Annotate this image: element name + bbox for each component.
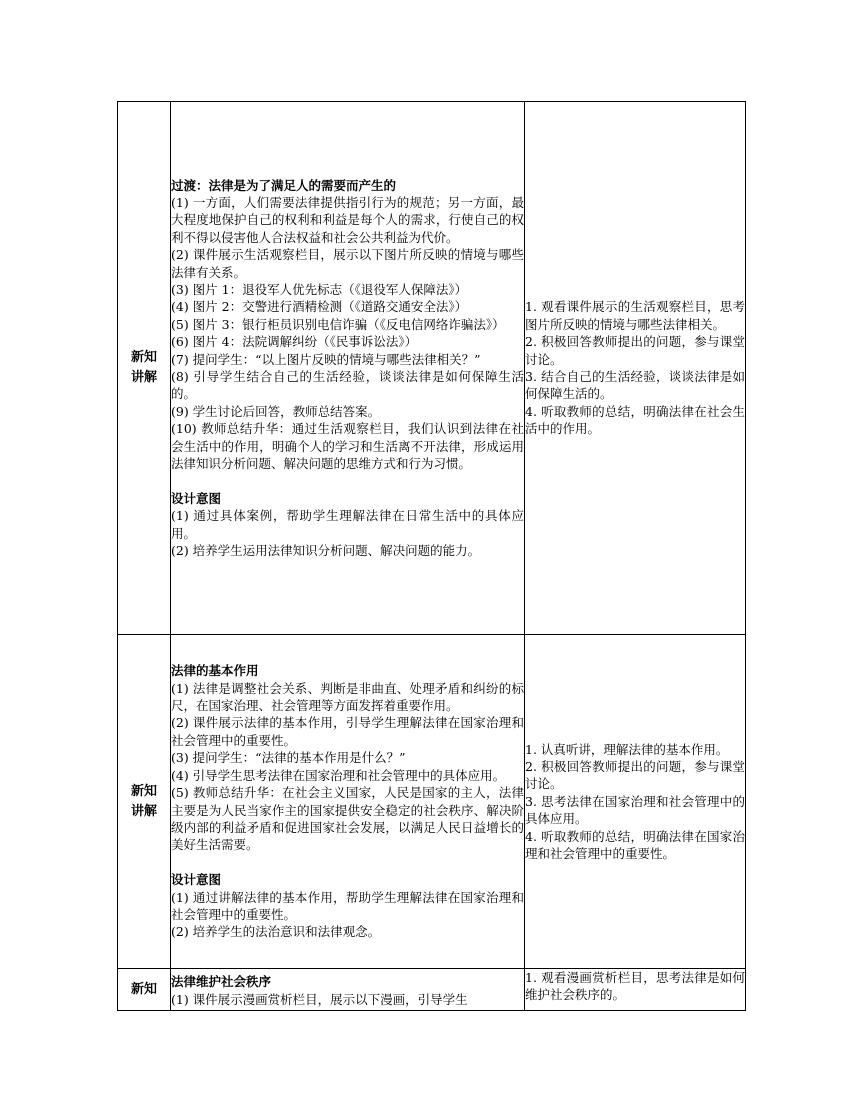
teacher-activity-cell <box>171 102 525 635</box>
stage-label: 讲解 <box>130 370 157 385</box>
table-row <box>118 635 746 969</box>
list-item: (2) 课件展示法律的基本作用，引导学生理解法律在国家治理和社会管理中的重要性。 <box>171 715 524 748</box>
list-item: (9) 学生讨论后回答，教师总结答案。 <box>171 403 381 419</box>
lesson-plan-table <box>117 101 746 1011</box>
student-activity-cell <box>525 635 746 969</box>
section-heading: 法律维护社会秩序 <box>171 974 272 990</box>
stage-label: 讲解 <box>130 803 157 819</box>
design-intent-title: 设计意图 <box>171 872 222 888</box>
list-item: (3) 提问学生：“法律的基本作用是什么？” <box>171 750 406 766</box>
list-item: (1) 通过讲解法律的基本作用，帮助学生理解法律在国家治理和社会管理中的重要性。 <box>171 889 524 922</box>
list-item: (5) 教师总结升华：在社会主义国家，人民是国家的主人，法律主要是为人民当家作主的国家提供安全稳定的社会秩序、解决阶级内部的利益矛盾和促进国家社会发展，以满足人民日益增长的美好生活需要。 <box>171 785 524 853</box>
list-item: 1. 观看漫画赏析栏目，思考法律是如何维护社会秩序的。 <box>525 970 745 1003</box>
list-item: 3. 思考法律在国家治理和社会管理中的具体应用。 <box>525 793 745 827</box>
stage-label: 新知 <box>130 783 157 799</box>
list-item: (4) 图片 2：交警进行酒精检测（《道路交通安全法》） <box>171 299 468 315</box>
student-activity-cell <box>525 102 746 635</box>
list-item: (1) 通过具体案例，帮助学生理解法律在日常生活中的具体应用。 <box>171 508 524 541</box>
stage-label: 新知 <box>130 981 157 997</box>
list-item: 1. 观看课件展示的生活观察栏目，思考图片所反映的情境与哪些法律相关。 <box>525 299 745 332</box>
list-item: 4. 听取教师的总结，明确法律在国家治理和社会管理中的重要性。 <box>525 828 745 862</box>
list-item: (2) 培养学生运用法律知识分析问题、解决问题的能力。 <box>171 543 481 559</box>
design-intent-title: 设计意图 <box>171 490 222 506</box>
student-activity-cell <box>525 969 746 1011</box>
list-item: (2) 培养学生的法治意识和法律观念。 <box>171 924 381 940</box>
list-item: 2. 积极回答教师提出的问题，参与课堂讨论。 <box>525 334 745 367</box>
list-item: (4) 引导学生思考法律在国家治理和社会管理中的具体应用。 <box>171 767 506 783</box>
stage-cell <box>118 635 171 969</box>
section-heading: 过渡：法律是为了满足人的需要而产生的 <box>171 177 397 193</box>
spacer <box>171 854 524 871</box>
list-item: (8) 引导学生结合自己的生活经验，谈谈法律是如何保障生活的。 <box>171 369 524 402</box>
stage-cell <box>118 102 171 635</box>
list-item: (5) 图片 3：银行柜员识别电信诈骗（《反电信网络诈骗法》） <box>171 316 505 332</box>
stage-cell <box>118 969 171 1011</box>
section-heading: 法律的基本作用 <box>171 663 259 679</box>
table-row <box>118 969 746 1011</box>
list-item: (7) 提问学生：“以上图片反映的情境与哪些法律相关？” <box>171 351 481 367</box>
list-item: 2. 积极回答教师提出的问题，参与课堂讨论。 <box>525 758 745 792</box>
table-row <box>118 102 746 635</box>
list-item: (6) 图片 4：法院调解纠纷（《民事诉讼法》） <box>171 334 418 350</box>
list-item: (10) 教师总结升华：通过生活观察栏目，我们认识到法律在社会生活中的作用，明确个人的学习和生活离不开法律，形成运用法律知识分析问题、解决问题的思维方式和行为习惯。 <box>171 421 524 472</box>
list-item: (1) 法律是调整社会关系、判断是非曲直、处理矛盾和纠纷的标尺，在国家治理、社会管理等方面发挥着重要作用。 <box>171 680 524 714</box>
list-item: (3) 图片 1：退役军人优先标志（《退役军人保障法》） <box>171 281 468 297</box>
list-item: (1) 一方面，人们需要法律提供指引行为的规范；另一方面，最大程度地保护自己的权利和利益是每个人的需求，行使自己的权利不得以侵害他人合法权益和社会公共利益为代价。 <box>171 194 524 245</box>
list-item: (2) 课件展示生活观察栏目，展示以下图片所反映的情境与哪些法律有关系。 <box>171 247 524 280</box>
spacer <box>171 472 524 489</box>
teacher-activity-cell <box>171 969 525 1011</box>
list-item: 3. 结合自己的生活经验，谈谈法律是如何保障生活的。 <box>525 369 745 402</box>
list-item: 4. 听取教师的总结，明确法律在社会生活中的作用。 <box>525 403 745 437</box>
teacher-activity-cell <box>171 635 525 969</box>
stage-label: 新知 <box>130 350 157 365</box>
list-item: 1. 认真听讲，理解法律的基本作用。 <box>525 741 729 757</box>
list-item: (1) 课件展示漫画赏析栏目，展示以下漫画，引导学生 <box>171 991 468 1007</box>
